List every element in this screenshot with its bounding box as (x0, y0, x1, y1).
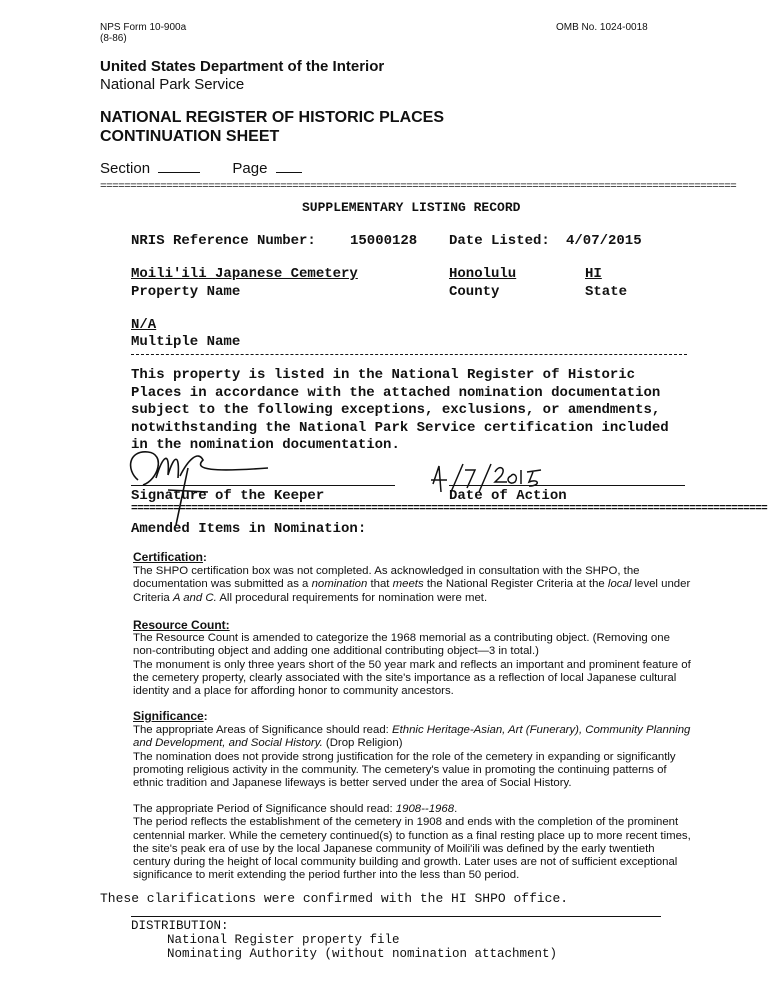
date-listed-value: 4/07/2015 (566, 233, 642, 249)
record-heading: SUPPLEMENTARY LISTING RECORD (302, 200, 521, 215)
date-listed-label: Date Listed: (449, 233, 550, 249)
property-name: Moili'ili Japanese Cemetery (131, 266, 358, 282)
dashed-rule (131, 354, 687, 355)
resource-count-paragraph: The monument is only three years short of the 50 year mark and reflects an important and prominent feature of the cemetery property, clearly associated with the site's importance as a reflection of local Japanese cultural identity and a place for affording honor to community ancestors. (133, 658, 691, 698)
certification-text: The SHPO certification box was not completed. As acknowledged in consultation with the SHPO, the documentation was submitted as a nomination that meets the National Register Criteria at the local level under Criteria A and C. All procedural requirements for nomination were met. (133, 565, 691, 604)
distribution-label: DISTRIBUTION: (131, 919, 229, 933)
property-label: Property Name (131, 284, 241, 300)
county-label: County (449, 284, 500, 300)
double-rule-mid: ========================================================================================================== (131, 503, 768, 515)
distribution-rule (131, 916, 661, 917)
significance-paragraph: The period reflects the establishment of the cemetery in 1908 and ends with the completion of the prominent centennial marker. While the cemetery continued(s) to function as a final resting place up to more recent times, the site's peak era of use by the local Japanese community of Moili'ili was defined by the early twentieth century during the height of local community building and growth. Later uses are not of sufficient exceptional significance to merit extending the period further into the less than 50 period. (133, 816, 691, 882)
service-name: National Park Service (100, 76, 245, 93)
section-label: Section (100, 160, 151, 177)
resource-count-paragraph: The Resource Count is amended to categorize the 1968 memorial as a contributing object. (Removing one non-contributing object and adding one additional contributing object—3 in total.) (133, 632, 670, 658)
action-date-label: Date of Action (449, 488, 567, 504)
multiple-label: Multiple Name (131, 334, 241, 350)
county-name: Honolulu (449, 266, 517, 282)
statement-line: Places in accordance with the attached nomination documentation (131, 384, 661, 401)
distribution-item: Nominating Authority (without nomination attachment) (167, 947, 558, 961)
register-title: NATIONAL REGISTER OF HISTORIC PLACES (100, 109, 445, 126)
page-label: Page (232, 160, 268, 177)
clarification-note: These clarifications were confirmed with the HI SHPO office. (100, 891, 569, 906)
statement-line: in the nomination documentation. (131, 437, 400, 453)
resource-count-heading: Resource Count: (133, 618, 230, 632)
omb-number: OMB No. 1024-0018 (556, 22, 648, 33)
significance-paragraph: The nomination does not provide strong justification for the role of the cemetery in expanding or significantly promoting religious activity in the community. The cemetery's value in promoting the continuing patterns of ethnic tradition and Japanese lifeways is better served under the area of Social History. (133, 750, 676, 790)
action-date-line (449, 485, 685, 486)
amended-heading: Amended Items in Nomination: (131, 521, 367, 537)
multiple-name: N/A (131, 317, 157, 333)
significance-heading: Significance (133, 709, 204, 723)
resource-count-section (133, 619, 693, 698)
signature-label: Signature of the Keeper (131, 488, 325, 504)
nris-label: NRIS Reference Number: (131, 233, 316, 249)
significance-areas: The appropriate Areas of Significance should read: Ethnic Heritage-Asian, Art (Funerary), Community Planning and Development, and Social History. (Drop Religion) (133, 724, 691, 750)
distribution-item: National Register property file (167, 933, 400, 947)
section-blank (158, 172, 200, 173)
signature-line (131, 485, 395, 486)
state-label: State (585, 284, 628, 300)
form-date: (8-86) (100, 33, 127, 44)
certification-heading: Certification (133, 550, 204, 564)
statement-line: subject to the following exceptions, exclusions, or amendments, (131, 402, 661, 418)
significance-period: The appropriate Period of Significance should read: 1908--1968. (133, 803, 458, 816)
page-blank (276, 172, 302, 173)
section-field (100, 160, 302, 177)
form-id: NPS Form 10-900a (100, 22, 187, 33)
double-rule-top: ========================================================================================================== (100, 181, 737, 193)
nris-value: 15000128 (350, 233, 418, 249)
sheet-title: CONTINUATION SHEET (100, 128, 280, 145)
state-name: HI (585, 266, 602, 282)
department-name: United States Department of the Interior (100, 58, 385, 75)
statement-line: notwithstanding the National Park Service certification included (131, 419, 669, 436)
significance-section: Significance: The appropriate Areas of Significance should read: Ethnic Heritage-Asian, Art (Funerary), Community Planning and Development, and Social History. (Drop Religion) The nomination does not provide strong justification for the role of the cemetery in expanding or significantly promoting religious activity in the community. The cemetery's value in promoting the continuing patterns of ethnic tradition and Japanese lifeways is better served under the area of Social History. The appropriate Period of Significance should read: 1908--1968. The period reflects the establishment of the cemetery in 1908 and ends with the completion of the prominent centennial marker. While the cemetery continued(s) to function as a final resting place up to more recent times, the site's peak era of use by the local Japanese community of Moili'ili was defined by the early twentieth century during the height of local community building and growth. Later uses are not of sufficient exceptional significance to merit extending the period further into the less than 50 period. (133, 710, 693, 882)
statement-line: This property is listed in the National Register of Historic (131, 367, 636, 383)
certification-section: Certification: The SHPO certification box was not completed. As acknowledged in consultation with the SHPO, the documentation was submitted as a nomination that meets the National Register Criteria at the local level under Criteria A and C. All procedural requirements for nomination were met. (133, 551, 693, 605)
